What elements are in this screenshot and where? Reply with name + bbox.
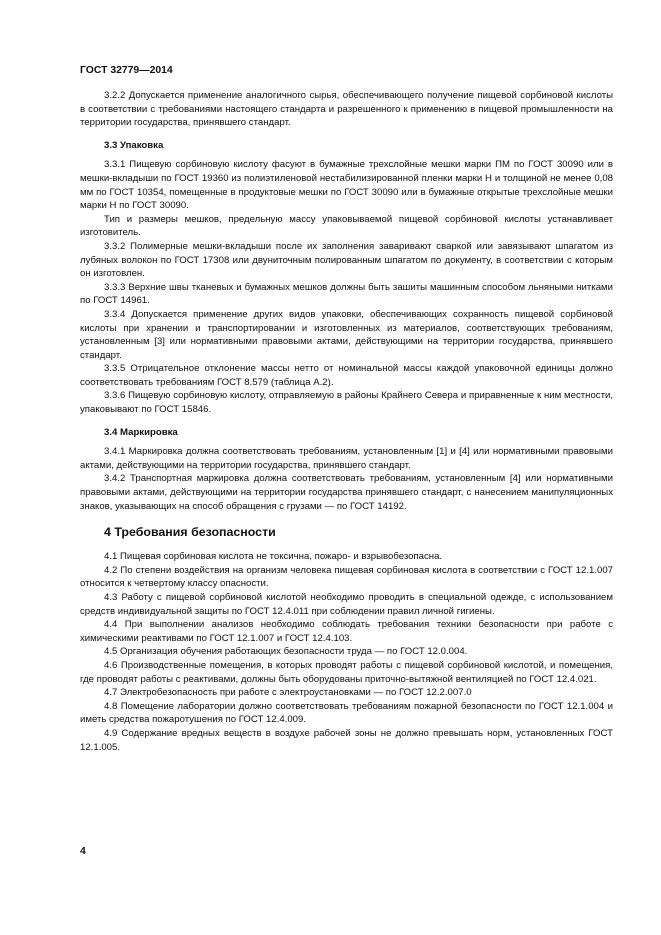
paragraph-3-2-2: 3.2.2 Допускается применение аналогичного сырья, обеспечивающего получение пищевой сорбиновой кислоты в соответствии с требованиями настоящего стандарта и разрешенного к применению в пищевой промышленности на территории государства, принявшего стандарт.	[80, 90, 613, 129]
paragraph-4-8: 4.8 Помещение лаборатории должно соответствовать требованиям пожарной безопасности по ГОСТ 12.1.004 и иметь средства пожаротушения по ГОСТ 12.4.009.	[80, 700, 613, 726]
page-content	[80, 89, 613, 754]
paragraph-3-3-3: 3.3.3 Верхние швы тканевых и бумажных мешков должны быть зашиты машинным способом льняными нитками по ГОСТ 14961.	[80, 281, 613, 307]
paragraph-3-4-1: 3.4.1 Маркировка должна соответствовать требованиям, установленным [1] и [4] или нормативными правовыми актами, действующими на территории государства, принявшего стандарт.	[80, 446, 613, 471]
page-number: 4	[80, 846, 86, 857]
paragraph-4-2: 4.2 По степени воздействия на организм человека пищевая сорбиновая кислота в соответствии с ГОСТ 12.1.007 относится к четвертому классу опасности.	[80, 564, 613, 590]
section-heading-4: 4 Требования безопасности	[104, 525, 276, 540]
page-header-standard: ГОСТ 32779—2014	[80, 65, 173, 76]
paragraph-3-3-2: 3.3.2 Полимерные мешки-вкладыши после их заполнения заваривают сваркой или завязывают шпагатом из лубяных волокон по ГОСТ 17308 или двуниточным полированным шпагатом по документу, в соответствии с которым он изготовлен.	[80, 240, 613, 280]
paragraph-4-5: 4.5 Организация обучения работающих безопасности труда — по ГОСТ 12.0.004.	[104, 646, 468, 658]
paragraph-3-3-6: 3.3.6 Пищевую сорбиновую кислоту, отправляемую в районы Крайнего Севера и приравненные к ним местности, упаковывают по ГОСТ 15846.	[80, 390, 613, 416]
paragraph-4-6: 4.6 Производственные помещения, в которых проводят работы с пищевой сорбиновой кислотой, и помещения, где проводят работы с реактивами, должны быть оборудованы приточно-вытяжной вентиляцией по ГОСТ 12.4.021.	[80, 659, 613, 685]
paragraph-3-3-5: 3.3.5 Отрицательное отклонение массы нетто от номинальной массы каждой упаковочной единицы должно соответствовать требованиям ГОСТ 8.579 (таблица А.2).	[80, 363, 613, 388]
paragraph-4-1: 4.1 Пищевая сорбиновая кислота не токсична, пожаро- и взрывобезопасна.	[104, 551, 443, 563]
paragraph-4-4: 4.4 При выполнении анализов необходимо соблюдать требования техники безопасности при работе с химическими реактивами по ГОСТ 12.1.007 и ГОСТ 12.4.103.	[80, 619, 613, 644]
paragraph-3-4-2: 3.4.2 Транспортная маркировка должна соответствовать требованиям, установленным [4] или нормативными правовыми актами, действующими на территории государства принявшего стандарт, с нанесением манипуляционных знаков, указывающих на способ обращения с грузами — по ГОСТ 14192.	[80, 473, 613, 512]
section-heading-3-3: 3.3 Упаковка	[104, 139, 164, 151]
paragraph-3-3-1-cont: Тип и размеры мешков, предельную массу упаковываемой пищевой сорбиновой кислоты устанавливает изготовитель.	[80, 213, 613, 239]
paragraph-4-7: 4.7 Электробезопасность при работе с электроустановками — по ГОСТ 12.2.007.0	[104, 687, 472, 699]
paragraph-4-9: 4.9 Содержание вредных веществ в воздухе рабочей зоны не должно превышать норм, установленных ГОСТ 12.1.005.	[80, 727, 613, 753]
paragraph-3-3-4: 3.3.4 Допускается применение других видов упаковки, обеспечивающих сохранность пищевой сорбиновой кислоты при хранении и транспортировании и изготовленных из материалов, соответствующих требованиям, установленным [3] или нормативными правовыми актами, действующими на территории государства, принявшего стандарт.	[80, 308, 613, 361]
paragraph-4-3: 4.3 Работу с пищевой сорбиновой кислотой необходимо проводить в специальной одежде, с использованием средств индивидуальной защиты по ГОСТ 12.4.011 при соблюдении правил личной гигиены.	[80, 592, 613, 617]
section-heading-3-4: 3.4 Маркировка	[104, 426, 178, 438]
paragraph-3-3-1: 3.3.1 Пищевую сорбиновую кислоту фасуют в бумажные трехслойные мешки марки ПМ по ГОСТ 30090 или в мешки-вкладыши по ГОСТ 19360 из полиэтиленовой нестабилизированной пленки марки Н и толщиной не менее 0,08 мм по ГОСТ 10354, помещенные в продуктовые мешки по ГОСТ 30090 или в бумажные открытые трехслойные мешки марки Н по ГОСТ 30090.	[80, 159, 613, 212]
